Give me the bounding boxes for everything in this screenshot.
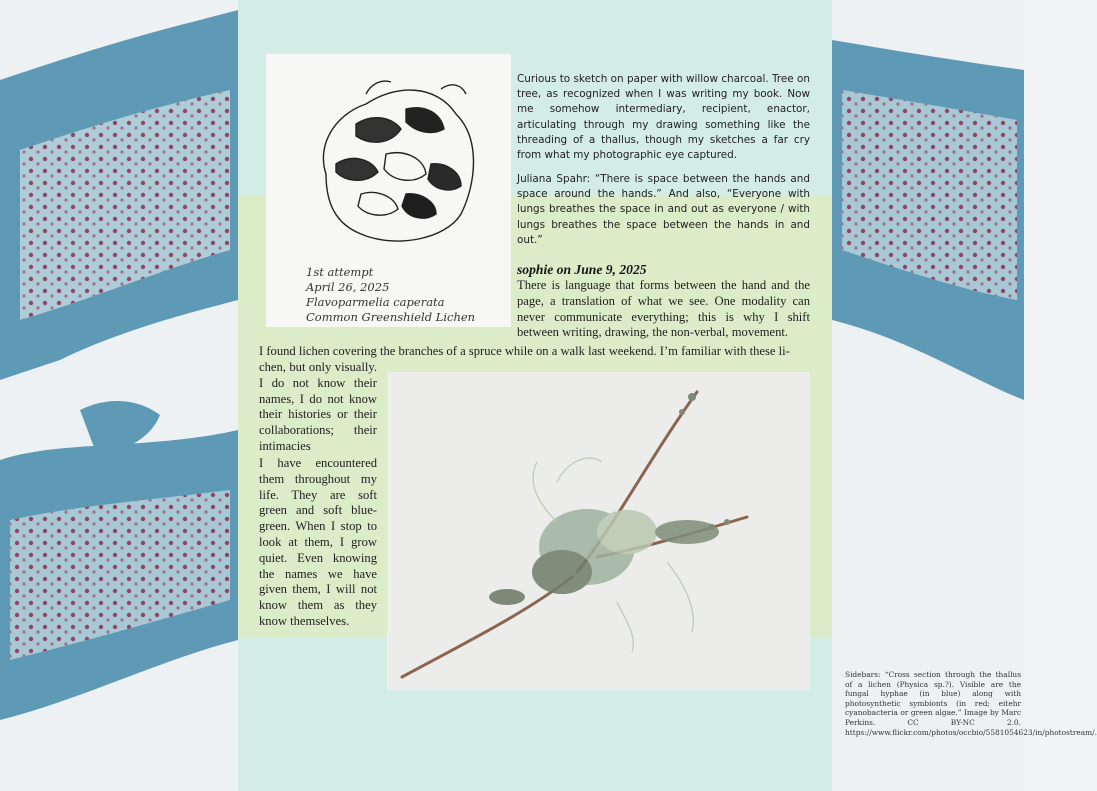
- lichen-cross-section-image: [0, 0, 238, 791]
- post-paragraph-2: chen, but only visually. I do not know their names, I do not know their histories or their collaborations; their intimacies: [259, 360, 377, 453]
- left-sidebar-micrograph: [0, 0, 238, 791]
- sketch-handwritten-caption: 1st attempt April 26, 2025 Flavoparmelia caperata Common Greenshield Lichen: [306, 265, 476, 324]
- watercolor-lichen-painting: [387, 372, 810, 690]
- post-heading: sophie on June 9, 2025: [517, 262, 647, 277]
- image-credit: Sidebars: “Cross section through the thallus of a lichen (Physica sp.?). Visible are the fungal hyphae (in blue) along with photosynthetic symbionts (in red; eitehr cyanobacteria or green algae.” Image by Marc Perkins. CC BY-NC 2.0. https://www.flickr.com/photos/occbio/5581054623/in/photostream/.: [845, 670, 1097, 737]
- post-paragraph-3: I have encountered them throughout my life. They are soft green and soft blue-green. When I stop to look at them, I grow quiet. Even knowing the names we have given them, I will not know them as they know themselves.: [259, 456, 377, 628]
- lichen-sketch-drawing: [266, 54, 511, 254]
- post-paragraph-1: There is language that forms between the hand and the page, a translation of what we see. One modality can never communicate everything; this is why I shift between writing, drawing, the non-verbal, movement.: [517, 278, 810, 340]
- intro-paragraph-2: Juliana Spahr: “There is space between the hands and space around the hands.” And also, “Everyone with lungs breathes the space in and out as everyone / with lungs breathes the space between the hands in and out.”: [517, 173, 810, 246]
- post-lead-line: I found lichen covering the branches of a spruce while on a walk last weekend. I’m familiar with these li-: [259, 344, 790, 358]
- charcoal-sketch-image: [266, 54, 511, 327]
- intro-paragraph-1: Curious to sketch on paper with willow charcoal. Tree on tree, as recognized when I was writing my book. Now me somehow intermediary, recipient, enactor, articulating through my drawing something like the threading of a thallus, though my sketches a far cry from what my photographic eye captured.: [517, 73, 810, 162]
- watercolor-lichen-image: [387, 372, 810, 690]
